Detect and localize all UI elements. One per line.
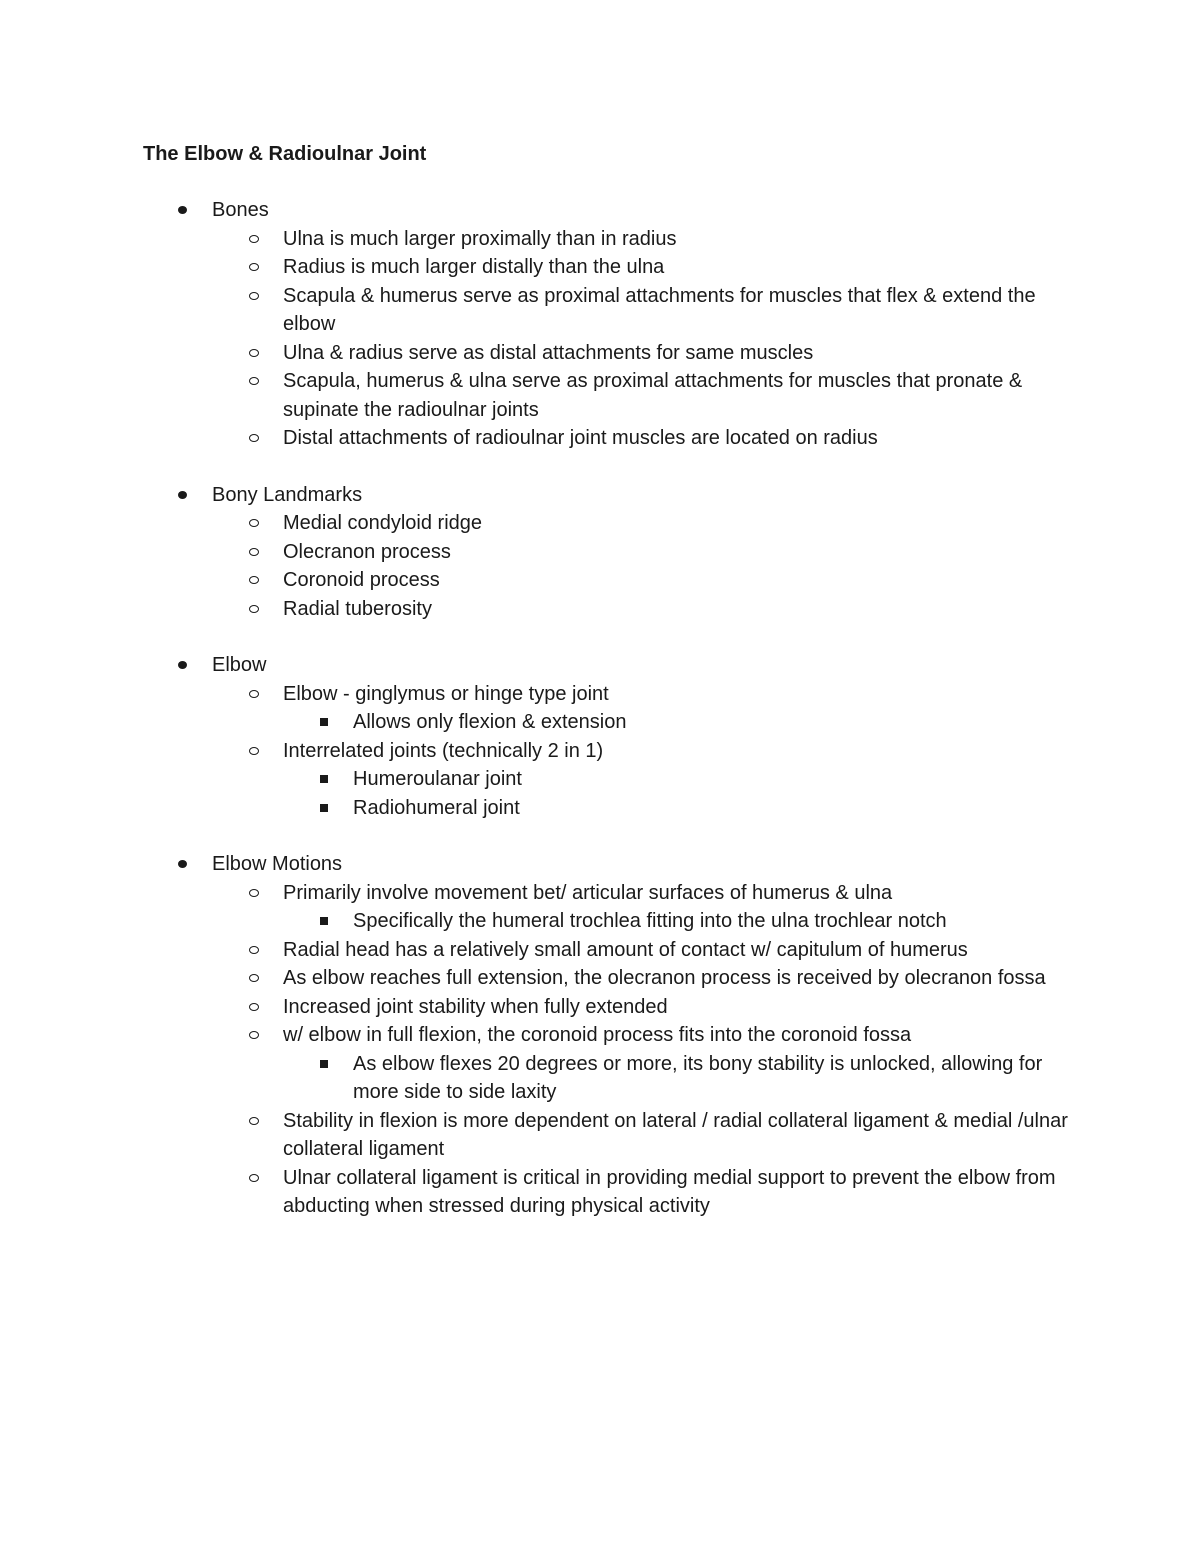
list-item: [0, 538, 1200, 567]
section-items: [0, 879, 1200, 1221]
bullet-circle-icon: [249, 434, 259, 442]
bullet-circle-icon: [249, 605, 259, 613]
bullet-disc-icon: [178, 860, 187, 868]
list-item-text: As elbow reaches full extension, the olecranon process is received by olecranon fossa: [283, 967, 1046, 989]
list-item: [0, 936, 1200, 965]
sub-items: [0, 794, 1200, 823]
outline-section: [0, 196, 1200, 453]
list-item: [0, 879, 1200, 908]
bullet-circle-icon: [249, 548, 259, 556]
list-item: [0, 424, 1200, 453]
bullet-disc-icon: [178, 491, 187, 499]
list-item-text: Interrelated joints (technically 2 in 1): [283, 739, 604, 762]
sub-list-item: [0, 907, 1200, 936]
list-item-text: Ulna & radius serve as distal attachments for same muscles: [283, 341, 814, 364]
bullet-square-icon: [320, 775, 328, 783]
bullet-disc-icon: [178, 206, 187, 214]
list-item-text: Radial head has a relatively small amount of contact w/ capitulum of humerus: [283, 938, 968, 961]
list-item: [0, 282, 1200, 339]
list-item-text: Radius is much larger distally than the ulna: [283, 256, 665, 278]
bullet-circle-icon: [249, 349, 259, 357]
section-heading: [0, 651, 1200, 680]
bullet-circle-icon: [249, 235, 259, 243]
list-item-text: Scapula, humerus & ulna serve as proximal attachments for muscles that pronate & supinate the radioulnar joints: [283, 370, 1023, 421]
sub-items: [0, 907, 1200, 936]
sub-list-item-text: As elbow flexes 20 degrees or more, its bony stability is unlocked, allowing for more side to side laxity: [353, 1052, 1043, 1103]
section-items: [0, 225, 1200, 453]
section-label: Elbow: [212, 654, 267, 676]
bullet-circle-icon: [249, 690, 259, 698]
section-items: [0, 680, 1200, 823]
list-item: [0, 1164, 1200, 1221]
outline-section: [0, 850, 1200, 1221]
list-item-text: Olecranon process: [283, 540, 451, 563]
bullet-circle-icon: [249, 263, 259, 271]
list-item: [0, 993, 1200, 1022]
outline-section: [0, 481, 1200, 624]
bullet-circle-icon: [249, 1117, 259, 1125]
bullet-circle-icon: [249, 1174, 259, 1182]
list-item-text: w/ elbow in full flexion, the coronoid process fits into the coronoid fossa: [283, 1024, 912, 1046]
bullet-disc-icon: [178, 661, 187, 669]
list-item: [0, 253, 1200, 282]
list-item: [0, 509, 1200, 538]
section-heading: [0, 196, 1200, 225]
bullet-circle-icon: [249, 974, 259, 982]
outline-section: [0, 651, 1200, 822]
list-item-text: Scapula & humerus serve as proximal attachments for muscles that flex & extend the elbow: [283, 284, 1036, 335]
list-item-text: Stability in flexion is more dependent on lateral / radial collateral ligament & medial /ulnar collateral ligament: [283, 1109, 1068, 1160]
list-item-text: Ulna is much larger proximally than in radius: [283, 227, 677, 250]
section-heading: [0, 481, 1200, 510]
document-body: [0, 196, 1200, 1249]
list-item: [0, 566, 1200, 595]
bullet-circle-icon: [249, 377, 259, 385]
sub-items: [0, 765, 1200, 794]
bullet-square-icon: [320, 917, 328, 925]
sub-list-item-text: Allows only flexion & extension: [353, 711, 627, 733]
bullet-square-icon: [320, 1060, 328, 1068]
section-label: Elbow Motions: [212, 853, 343, 875]
outline-list: [0, 196, 1200, 1221]
bullet-circle-icon: [249, 946, 259, 954]
sub-list-item-text: Specifically the humeral trochlea fitting into the ulna trochlear notch: [353, 910, 947, 932]
bullet-square-icon: [320, 718, 328, 726]
list-item-text: Primarily involve movement bet/ articular surfaces of humerus & ulna: [283, 881, 893, 904]
bullet-circle-icon: [249, 576, 259, 584]
sub-items: [0, 708, 1200, 737]
list-item: [0, 595, 1200, 624]
bullet-circle-icon: [249, 519, 259, 527]
list-item: [0, 1021, 1200, 1050]
bullet-square-icon: [320, 804, 328, 812]
list-item-text: Increased joint stability when fully extended: [283, 995, 668, 1018]
bullet-circle-icon: [249, 747, 259, 755]
list-item-text: Distal attachments of radioulnar joint muscles are located on radius: [283, 427, 878, 449]
section-heading: [0, 850, 1200, 879]
bullet-circle-icon: [249, 1003, 259, 1011]
list-item: [0, 225, 1200, 254]
sub-list-item-text: Humeroulanar joint: [353, 768, 522, 790]
sub-list-item: [0, 765, 1200, 794]
sub-items: [0, 1050, 1200, 1107]
document-title: The Elbow & Radioulnar Joint: [143, 143, 427, 165]
sub-list-item: [0, 1050, 1200, 1107]
list-item: [0, 339, 1200, 368]
sub-list-item: [0, 708, 1200, 737]
section-items: [0, 509, 1200, 623]
list-item-text: Radial tuberosity: [283, 597, 432, 620]
list-item-text: Elbow - ginglymus or hinge type joint: [283, 682, 609, 705]
list-item: [0, 1107, 1200, 1164]
sub-list-item-text: Radiohumeral joint: [353, 796, 520, 819]
list-item: [0, 367, 1200, 424]
list-item-text: Medial condyloid ridge: [283, 512, 483, 534]
list-item: [0, 680, 1200, 709]
bullet-circle-icon: [249, 1031, 259, 1039]
bullet-circle-icon: [249, 292, 259, 300]
list-item-text: Coronoid process: [283, 569, 440, 591]
list-item: [0, 964, 1200, 993]
section-label: Bones: [212, 199, 269, 221]
list-item-text: Ulnar collateral ligament is critical in providing medial support to prevent the elbow from abducting when stressed during physical activity: [283, 1166, 1056, 1217]
sub-list-item: [0, 794, 1200, 823]
list-item: [0, 737, 1200, 766]
section-label: Bony Landmarks: [212, 483, 363, 506]
bullet-circle-icon: [249, 889, 259, 897]
